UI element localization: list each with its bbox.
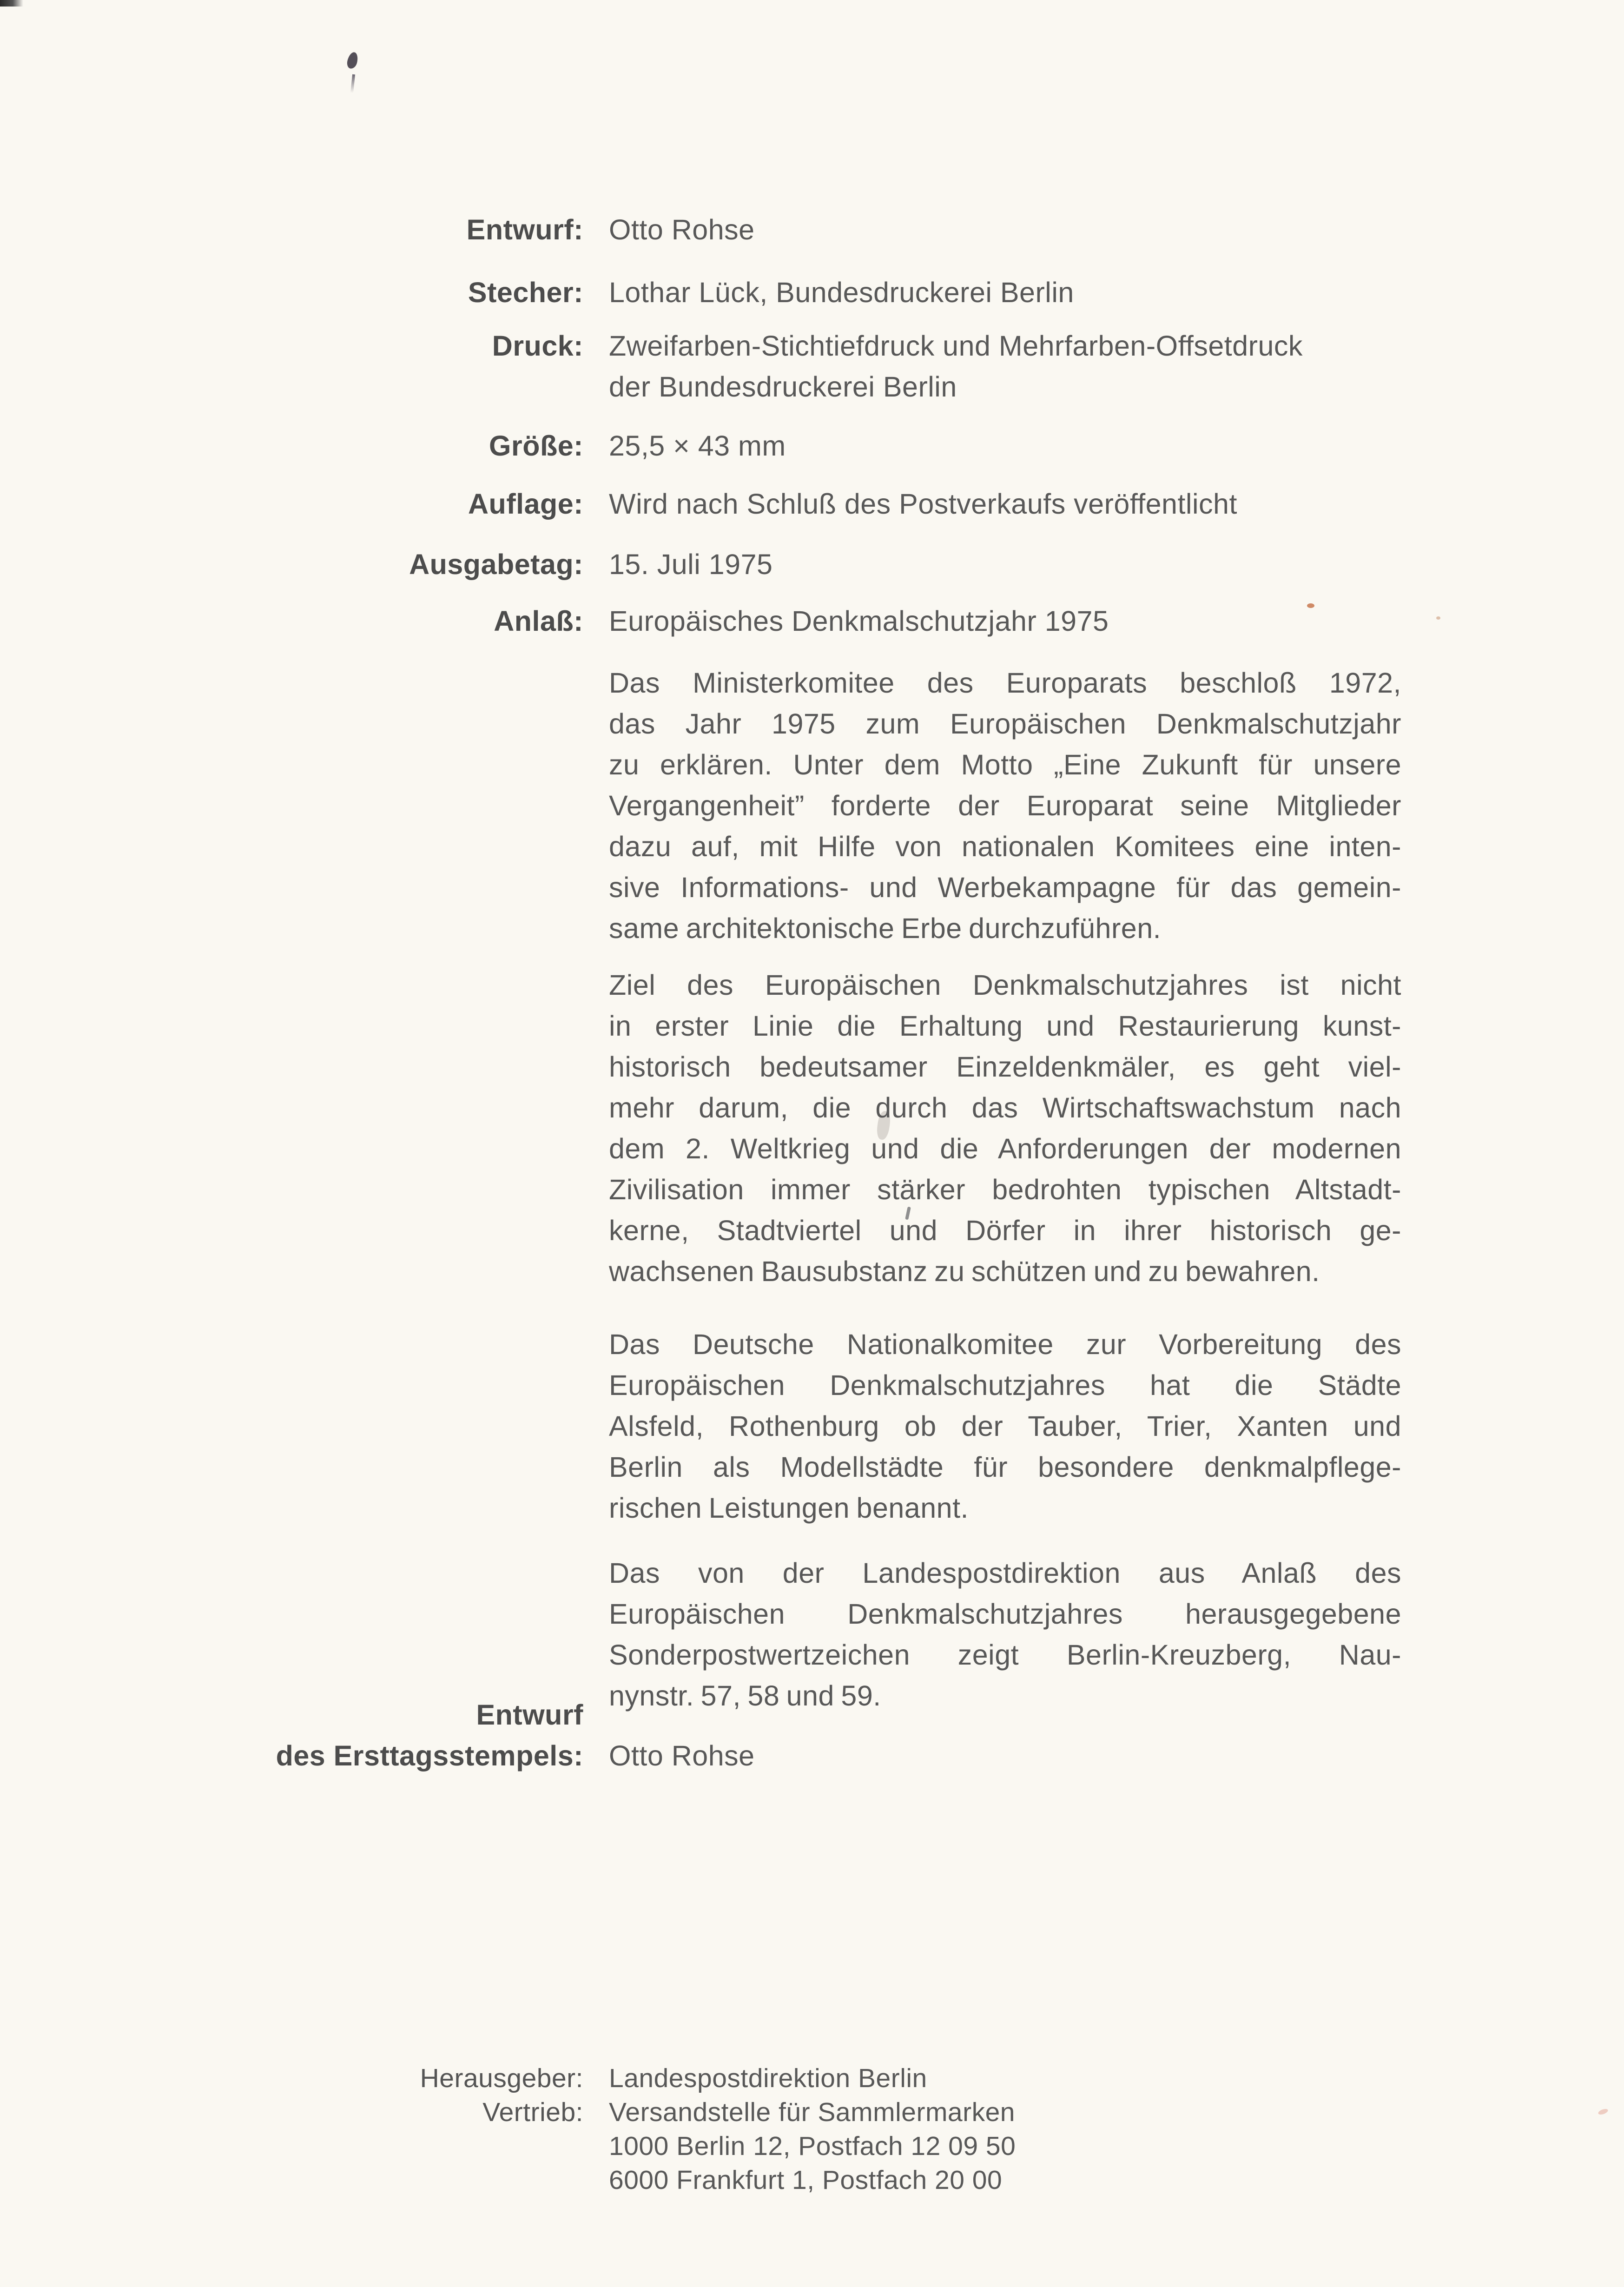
meta-row-stecher: [0, 272, 1624, 313]
meta-row-druck: [0, 325, 1624, 407]
text-line: des Ersttagsstempels:: [276, 1740, 583, 1771]
meta-value-entwurf: [609, 209, 755, 250]
text-line: Landespostdirektion Berlin: [609, 2063, 927, 2093]
footer-row-vertrieb: [0, 2095, 1624, 2197]
meta-label-druck: Druck:: [492, 330, 583, 362]
text-line: dazu auf, mit Hilfe von nationalen Komitees eine inten-: [609, 831, 1401, 862]
text-line: in erster Linie die Erhaltung und Restaurierung kunst-: [609, 1010, 1401, 1042]
text-line: Europäisches Denkmalschutzjahr 1975: [609, 605, 1109, 637]
first-day-cancel-row: [0, 1694, 1624, 1776]
meta-value-auflage: [609, 483, 1237, 524]
text-line: Das Deutsche Nationalkomitee zur Vorbereitung des: [609, 1329, 1401, 1360]
meta-label-groesse: Größe:: [489, 430, 583, 462]
text-line: Lothar Lück, Bundesdruckerei Berlin: [609, 277, 1074, 308]
text-line: nynstr. 57, 58 und 59.: [609, 1680, 881, 1712]
meta-row-groesse: [0, 425, 1624, 466]
footer-value-herausgeber: [609, 2062, 927, 2095]
text-line: mehr darum, die durch das Wirtschaftswachstum nach: [609, 1092, 1401, 1124]
text-line: Wird nach Schluß des Postverkaufs veröffentlicht: [609, 488, 1237, 520]
meta-value-druck: [609, 325, 1303, 407]
meta-value-groesse: [609, 425, 786, 466]
meta-row-entwurf: [0, 209, 1624, 250]
scan-ink-mark: [346, 51, 359, 70]
text-line: Das von der Landespostdirektion aus Anlaß des: [609, 1557, 1401, 1589]
text-line: wachsenen Bausubstanz zu schützen und zu bewahren.: [609, 1256, 1320, 1287]
text-line: Sonderpostwertzeichen zeigt Berlin-Kreuzberg, Nau-: [609, 1639, 1401, 1671]
text-line: der Bundesdruckerei Berlin: [609, 371, 957, 403]
meta-row-ausgabetag: [0, 544, 1624, 585]
scan-edge-strip: [0, 0, 23, 7]
scan-ink-mark-tail: [350, 74, 355, 93]
text-line: Berlin als Modellstädte für besondere denkmalpflege-: [609, 1451, 1401, 1483]
first-day-cancel-label: [0, 1694, 583, 1776]
meta-value-ausgabetag: [609, 544, 772, 585]
text-line: das Jahr 1975 zum Europäischen Denkmalschutzjahr: [609, 708, 1401, 740]
text-line: Zivilisation immer stärker bedrohten typischen Altstadt-: [609, 1174, 1401, 1205]
meta-label-stecher: Stecher:: [468, 277, 583, 308]
text-line: zu erklären. Unter dem Motto „Eine Zukunft für unsere: [609, 749, 1401, 780]
meta-label-entwurf: Entwurf:: [466, 214, 583, 245]
text-line: Versandstelle für Sammlermarken: [609, 2097, 1016, 2127]
text-line: rischen Leistungen benannt.: [609, 1492, 969, 1524]
footer-value-vertrieb: [609, 2095, 1016, 2197]
text-line: Zweifarben-Stichtiefdruck und Mehrfarben-Offsetdruck: [609, 330, 1303, 362]
text-line: same architektonische Erbe durchzuführen.: [609, 912, 1162, 944]
text-line: Vergangenheit” forderte der Europarat seine Mitglieder: [609, 790, 1401, 821]
text-line: Europäischen Denkmalschutzjahres hat die Städte: [609, 1369, 1401, 1401]
meta-label-anlass: Anlaß:: [494, 605, 583, 637]
paragraph-4: [609, 1553, 1401, 1716]
text-line: sive Informations- und Werbekampagne für das gemein-: [609, 872, 1401, 903]
text-line: historisch bedeutsamer Einzeldenkmäler, es geht viel-: [609, 1051, 1401, 1083]
text-line: 1000 Berlin 12, Postfach 12 09 50: [609, 2131, 1016, 2161]
text-line: 6000 Frankfurt 1, Postfach 20 00: [609, 2165, 1003, 2195]
text-line: Alsfeld, Rothenburg ob der Tauber, Trier, Xanten und: [609, 1410, 1401, 1442]
paragraph-2: [609, 965, 1401, 1292]
footer-row-herausgeber: [0, 2062, 1624, 2095]
text-line: Europäischen Denkmalschutzjahres herausgegebene: [609, 1598, 1401, 1630]
footer-label-vertrieb: Vertrieb:: [482, 2097, 583, 2127]
footer-label-herausgeber: Herausgeber:: [420, 2063, 583, 2093]
meta-label-ausgabetag: Ausgabetag:: [409, 549, 583, 580]
text-line: Das Ministerkomitee des Europarats beschloß 1972,: [609, 667, 1401, 699]
meta-value-anlass: [609, 601, 1109, 641]
text-line: dem 2. Weltkrieg und die Anforderungen der modernen: [609, 1133, 1401, 1164]
first-day-cancel-value: Otto Rohse: [609, 1740, 755, 1771]
meta-value-stecher: [609, 272, 1074, 313]
text-line: 15. Juli 1975: [609, 549, 773, 580]
meta-row-auflage: [0, 483, 1624, 524]
text-line: Otto Rohse: [609, 214, 755, 245]
text-line: kerne, Stadtviertel und Dörfer in ihrer historisch ge-: [609, 1215, 1401, 1246]
text-line: Ziel des Europäischen Denkmalschutzjahres ist nicht: [609, 969, 1401, 1001]
paragraph-3: [609, 1324, 1401, 1528]
text-line: 25,5 × 43 mm: [609, 430, 786, 462]
meta-label-auflage: Auflage:: [468, 488, 583, 520]
text-line: Entwurf: [476, 1699, 583, 1731]
paragraph-1: [609, 662, 1401, 949]
meta-row-anlass: [0, 601, 1624, 641]
